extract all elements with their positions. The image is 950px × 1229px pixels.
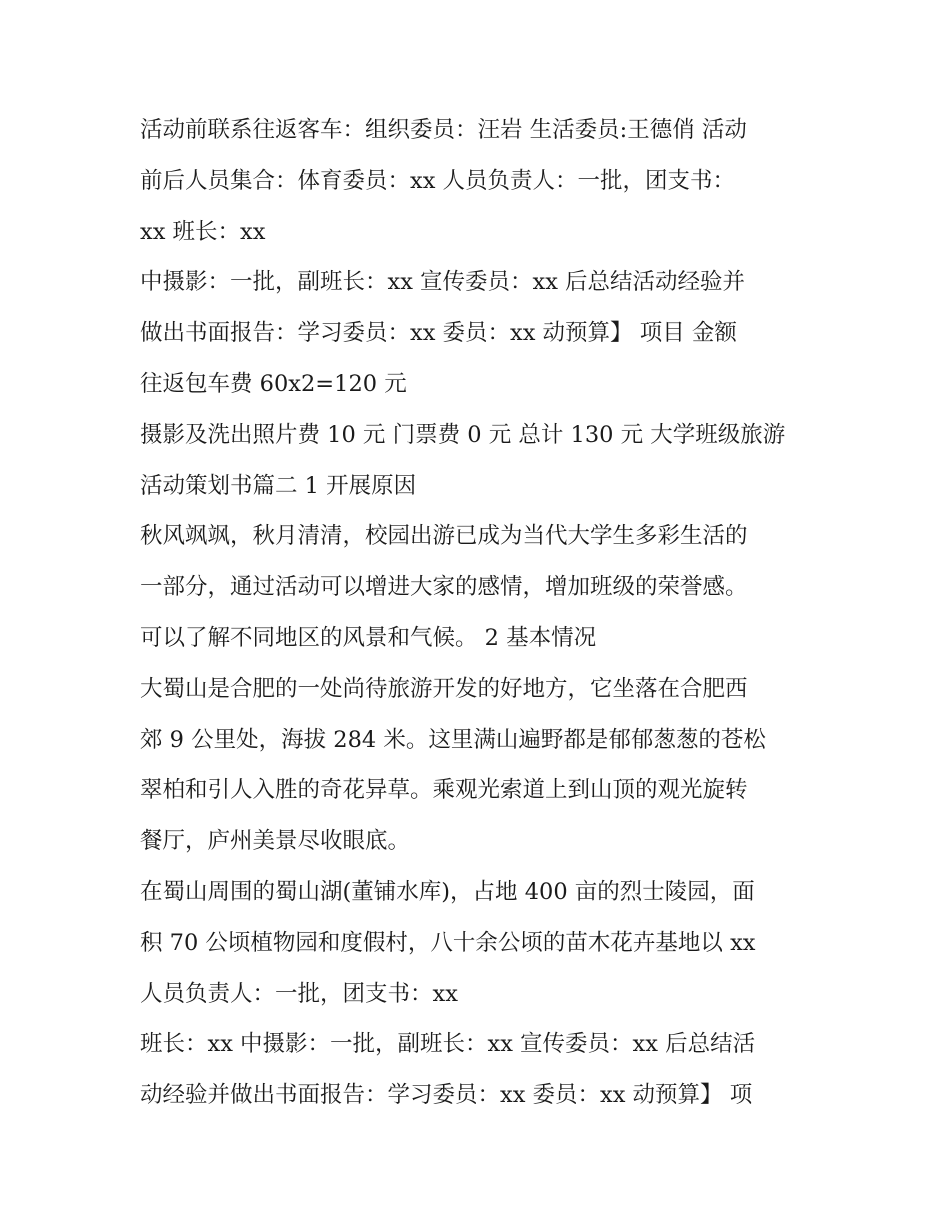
text-line: 在蜀山周围的蜀山湖(董铺水库)，占地 400 亩的烈士陵园，面 bbox=[140, 878, 755, 905]
text-line: 餐厅，庐州美景尽收眼底。 bbox=[140, 828, 411, 855]
text-line: 积 70 公顷植物园和度假村，八十余公顷的苗木花卉基地以 xx bbox=[140, 929, 756, 956]
text-line: 前后人员集合：体育委员：xx 人员负责人：一批，团支书： bbox=[140, 167, 736, 194]
text-line: 中摄影：一批，副班长：xx 宣传委员：xx 后总结活动经验并 bbox=[140, 269, 746, 296]
text-line: 班长：xx 中摄影：一批，副班长：xx 宣传委员：xx 后总结活 bbox=[140, 1031, 756, 1058]
text-line: 活动前联系往返客车：组织委员：汪岩 生活委员:王德俏 活动 bbox=[140, 117, 747, 143]
text-line: 活动策划书篇二 1 开展原因 bbox=[140, 472, 417, 499]
text-line: 动经验并做出书面报告：学习委员：xx 委员：xx 动预算】 项 bbox=[140, 1082, 753, 1109]
text-line: 一部分，通过活动可以增进大家的感情，增加班级的荣誉感。 bbox=[140, 574, 748, 601]
text-line: 做出书面报告：学习委员：xx 委员：xx 动预算】 项目 金额 bbox=[140, 320, 737, 347]
text-line: xx 班长：xx bbox=[140, 218, 266, 245]
text-line: 可以了解不同地区的风景和气候。 2 基本情况 bbox=[140, 624, 597, 651]
body-text bbox=[140, 105, 830, 1121]
text-line: 秋风飒飒，秋月清清，校园出游已成为当代大学生多彩生活的 bbox=[140, 523, 748, 550]
text-line: 人员负责人：一批，团支书：xx bbox=[140, 980, 458, 1007]
text-line: 郊 9 公里处，海拔 284 米。这里满山遍野都是郁郁葱葱的苍松 bbox=[140, 726, 766, 753]
text-line: 大蜀山是合肥的一处尚待旅游开发的好地方，它坐落在合肥西 bbox=[140, 675, 748, 702]
text-line: 翠柏和引人入胜的奇花异草。乘观光索道上到山顶的观光旋转 bbox=[140, 777, 748, 804]
text-line: 往返包车费 60x2=120 元 bbox=[140, 370, 407, 397]
text-line: 摄影及洗出照片费 10 元 门票费 0 元 总计 130 元 大学班级旅游 bbox=[140, 421, 786, 448]
